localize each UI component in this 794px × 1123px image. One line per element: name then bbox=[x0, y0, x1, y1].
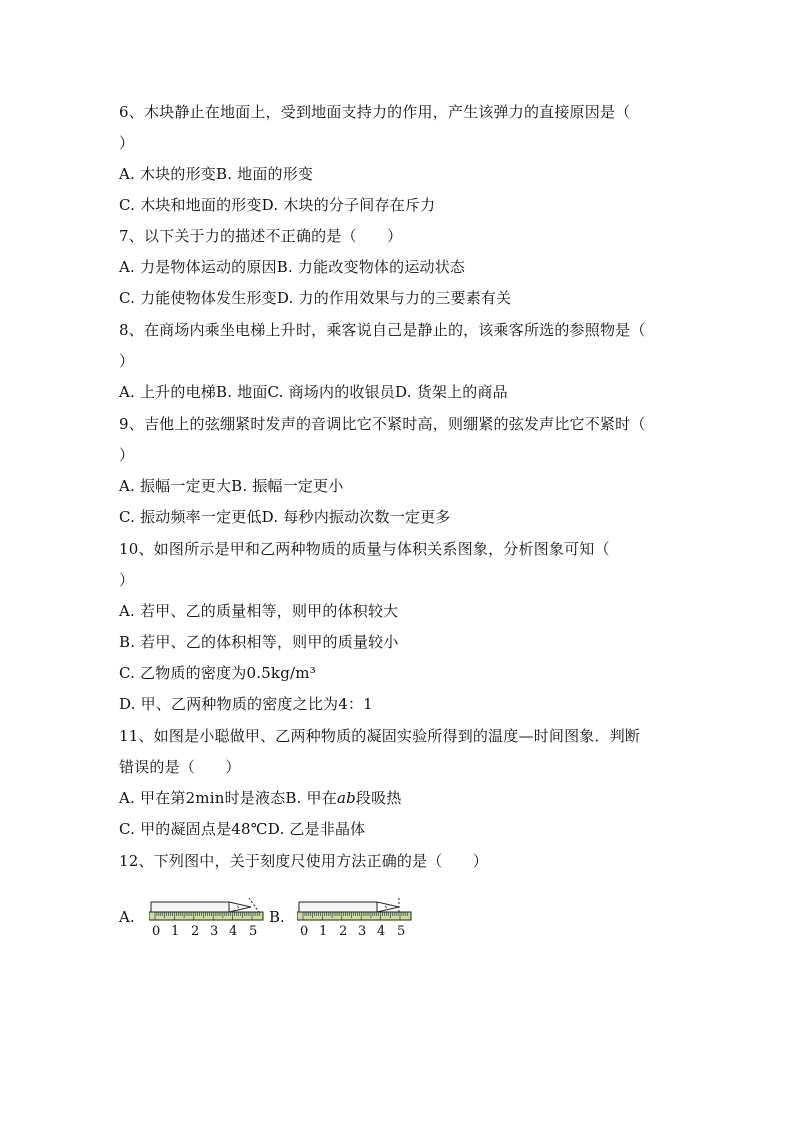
q10-stem-line1: 10、如图所示是甲和乙两种物质的质量与体积关系图象，分析图象可知（ bbox=[119, 540, 610, 558]
q10-option-a: A. 若甲、乙的质量相等，则甲的体积较大 bbox=[119, 602, 399, 620]
q10-stem-line2: ） bbox=[119, 571, 135, 589]
ruler-number: 4 bbox=[229, 924, 238, 939]
ruler-number: 3 bbox=[210, 924, 219, 939]
q7-option-ab: A. 力是物体运动的原因B. 力能改变物体的运动状态 bbox=[119, 258, 466, 276]
q10-option-c: C. 乙物质的密度为0.5kg/m³ bbox=[119, 664, 316, 682]
pencil-body bbox=[151, 902, 229, 912]
ruler-numbers bbox=[152, 924, 257, 939]
ruler-number: 1 bbox=[171, 924, 180, 939]
q11-stem-line1: 11、如图是小聪做甲、乙两种物质的凝固实验所得到的温度—时间图象．判断 bbox=[119, 727, 641, 745]
q12-option-b-ruler-figure bbox=[297, 898, 415, 948]
q8-options: A. 上升的电梯B. 地面C. 商场内的收银员D. 货架上的商品 bbox=[119, 383, 508, 401]
q11-option-cd: C. 甲的凝固点是48℃D. 乙是非晶体 bbox=[119, 820, 366, 838]
q7-option-cd: C. 力能使物体发生形变D. 力的作用效果与力的三要素有关 bbox=[119, 289, 512, 307]
q7-stem: 7、以下关于力的描述不正确的是（ ） bbox=[119, 227, 403, 245]
q12-option-b-label: B. bbox=[269, 908, 285, 926]
ruler-number: 4 bbox=[377, 924, 386, 939]
ruler-number: 3 bbox=[358, 924, 367, 939]
q12-option-a-ruler-figure bbox=[149, 898, 267, 948]
q12-stem: 12、下列图中，关于刻度尺使用方法正确的是（ ） bbox=[119, 852, 489, 870]
q8-stem-line2: ） bbox=[119, 352, 135, 370]
pencil-tip bbox=[229, 902, 251, 912]
pencil-tip bbox=[377, 902, 399, 912]
q8-stem-line1: 8、在商场内乘坐电梯上升时，乘客说自己是静止的，该乘客所选的参照物是（ bbox=[119, 321, 646, 339]
q6-stem-line1: 6、木块静止在地面上，受到地面支持力的作用，产生该弹力的直接原因是（ bbox=[119, 103, 631, 121]
q10-option-d: D. 甲、乙两种物质的密度之比为4：1 bbox=[119, 695, 373, 713]
ruler-number: 2 bbox=[191, 924, 200, 939]
segment-ab-italic: ab bbox=[336, 789, 356, 807]
q9-option-ab: A. 振幅一定更大B. 振幅一定更小 bbox=[119, 477, 344, 495]
q12-option-a-label: A. bbox=[119, 908, 135, 926]
q6-stem-line2: ） bbox=[119, 134, 135, 152]
ruler-number: 2 bbox=[339, 924, 348, 939]
q9-stem-line2: ） bbox=[119, 446, 135, 464]
ruler-number: 5 bbox=[397, 924, 406, 939]
q10-option-b: B. 若甲、乙的体积相等，则甲的质量较小 bbox=[119, 633, 399, 651]
ruler-numbers bbox=[300, 924, 405, 939]
ruler-number: 1 bbox=[319, 924, 328, 939]
q11-option-ab: A. 甲在第2min时是液态B. 甲在ab段吸热 bbox=[119, 789, 402, 807]
ruler-number: 0 bbox=[152, 924, 161, 939]
q11-stem-line2: 错误的是（ ） bbox=[119, 758, 241, 776]
ruler-number: 0 bbox=[300, 924, 309, 939]
q6-option-ab: A. 木块的形变B. 地面的形变 bbox=[119, 165, 314, 183]
q9-stem-line1: 9、吉他上的弦绷紧时发声的音调比它不紧时高，则绷紧的弦发声比它不紧时（ bbox=[119, 415, 646, 433]
ruler-number: 5 bbox=[249, 924, 258, 939]
pencil-body bbox=[299, 902, 377, 912]
q6-option-cd: C. 木块和地面的形变D. 木块的分子间存在斥力 bbox=[119, 196, 436, 214]
q9-option-cd: C. 振动频率一定更低D. 每秒内振动次数一定更多 bbox=[119, 508, 451, 526]
